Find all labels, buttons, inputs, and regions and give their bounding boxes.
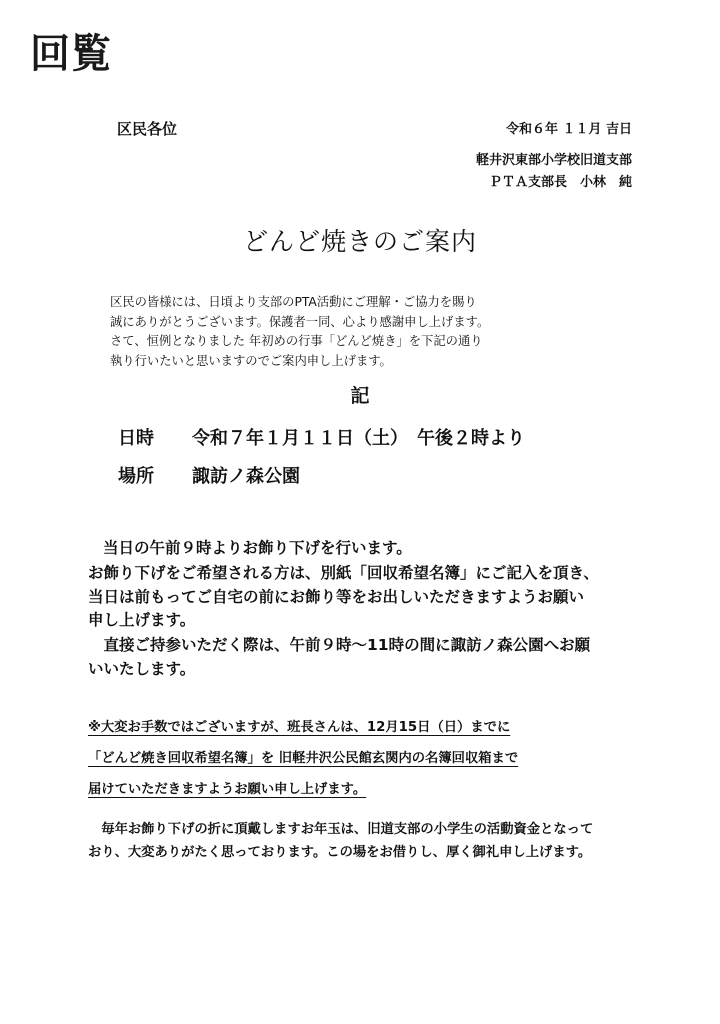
date-value: 令和７年１月１１日（土） 午後２時より xyxy=(192,428,525,449)
place-value: 諏訪ノ森公園 xyxy=(192,466,300,487)
ki-heading: 記 xyxy=(350,385,370,407)
document-title: どんど焼きのご案内 xyxy=(242,227,477,256)
note-line: 届けていただきますようお願い申し上げます。 xyxy=(88,782,367,797)
body-line: 申し上げます。 xyxy=(88,611,196,629)
closing-line: 毎年お飾り下げの折に頂戴しますお年玉は、旧道支部の小学生の活動資金となって xyxy=(88,822,594,837)
date-label: 日時 xyxy=(118,428,154,449)
body-paragraph-1 xyxy=(103,537,412,561)
closing-paragraph xyxy=(88,818,593,864)
intro-line: 執り行いたいと思いますのでご案内申し上げます。 xyxy=(110,353,392,368)
circulation-stamp: 回覧 xyxy=(30,30,112,77)
sender-organization: 軽井沢東部小学校旧道支部 xyxy=(475,153,632,168)
sender-block xyxy=(476,150,632,194)
body-paragraph-3 xyxy=(88,634,590,681)
body-paragraph-2 xyxy=(88,562,599,633)
intro-line: 誠にありがとうございます。保護者一同、心より感謝申し上げます。 xyxy=(110,314,490,329)
addressee: 区民各位 xyxy=(117,120,178,138)
note-line: ※大変お手数ではございますが、班長さんは、12月15日（日）までに xyxy=(88,720,511,735)
body-line: お飾り下げをご希望される方は、別紙「回収希望名簿」にご記入を頂き、 xyxy=(88,564,599,582)
intro-line: さて、恒例となりました 年初めの行事「どんど焼き」を下記の通り xyxy=(110,334,483,348)
intro-line: 区民の皆様には、日頃より支部のPTA活動にご理解・ご協力を賜り xyxy=(110,295,477,309)
sender-name: ＰＴＡ支部長 小林 純 xyxy=(488,175,632,190)
body-line: いいたします。 xyxy=(88,659,196,678)
detail-date-row xyxy=(118,424,525,450)
place-label: 場所 xyxy=(118,466,154,487)
closing-line: おり、大変ありがたく思っております。この場をお借りし、厚く御礼申し上げます。 xyxy=(88,845,592,860)
body-line: 当日は前もってご自宅の前にお飾り等をお出しいただきますようお願い xyxy=(88,587,585,606)
issue-date: 令和６年 １１月 吉日 xyxy=(505,122,632,137)
underlined-note xyxy=(88,712,518,805)
intro-paragraph xyxy=(110,293,489,371)
note-line: 「どんど焼き回収希望名簿」を 旧軽井沢公民館玄関内の名簿回収箱まで xyxy=(88,751,519,766)
body-line: 当日の午前９時よりお飾り下げを行います。 xyxy=(103,539,412,557)
detail-place-row xyxy=(118,462,300,488)
body-line: 直接ご持参いただく際は、午前９時～11時の間に諏訪ノ森公園へお願 xyxy=(88,636,591,654)
